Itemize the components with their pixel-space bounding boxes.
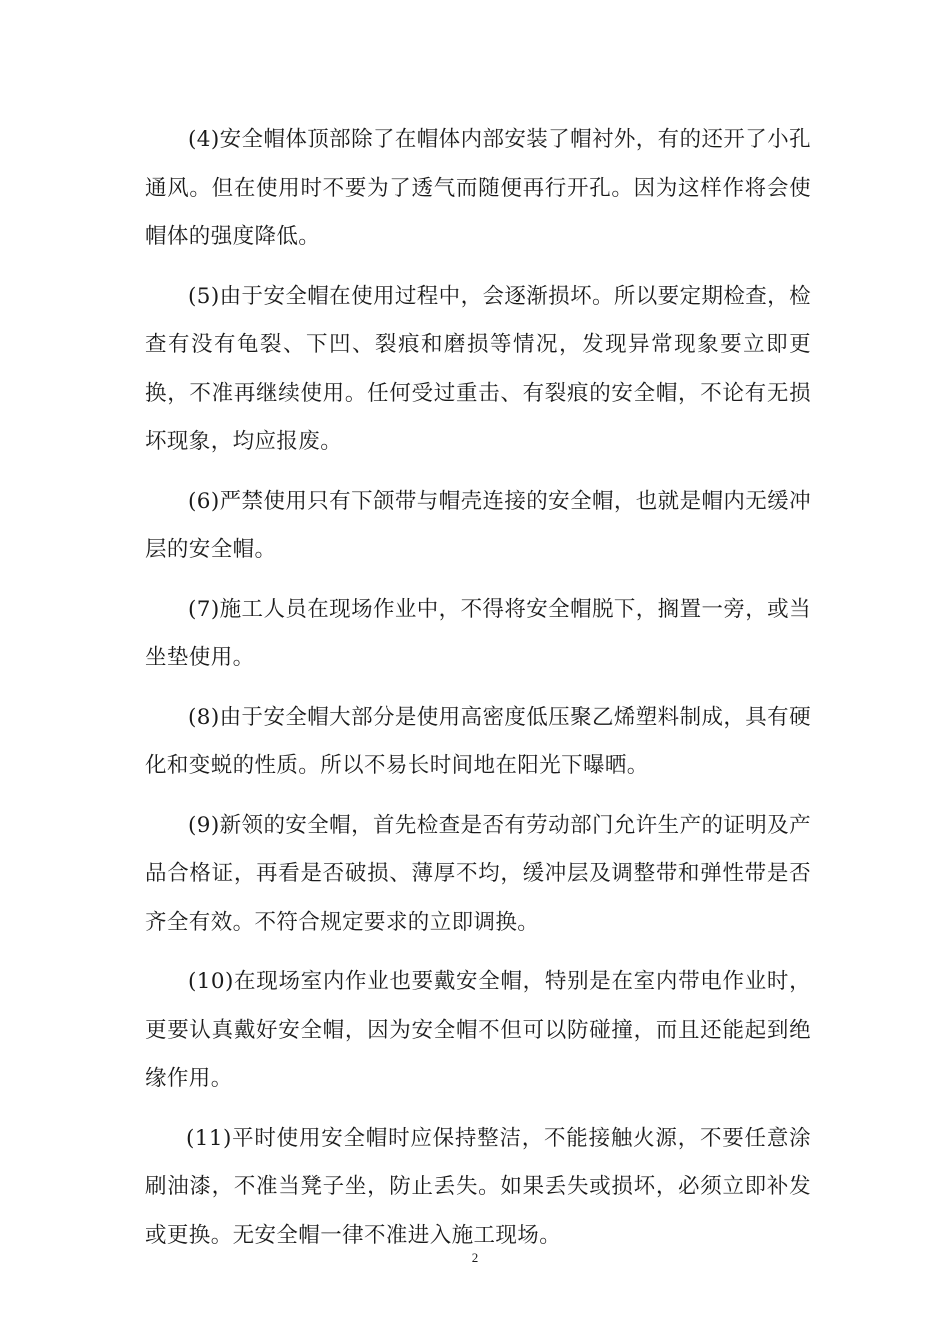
- paragraph-9: (9)新领的安全帽，首先检查是否有劳动部门允许生产的证明及产品合格证，再看是否破损、薄厚不均，缓冲层及调整带和弹性带是否齐全有效。不符合规定要求的立即调换。: [145, 812, 811, 935]
- paragraph-7: (7)施工人员在现场作业中，不得将安全帽脱下，搁置一旁，或当坐垫使用。: [145, 596, 811, 670]
- paragraph-10: (10)在现场室内作业也要戴安全帽，特别是在室内带电作业时，更要认真戴好安全帽，因为安全帽不但可以防碰撞，而且还能起到绝缘作用。: [145, 969, 811, 1091]
- paragraph-6: (6)严禁使用只有下颌带与帽壳连接的安全帽，也就是帽内无缓冲层的安全帽。: [145, 488, 811, 562]
- document-body: [145, 116, 811, 1271]
- paragraph-5: (5)由于安全帽在使用过程中，会逐渐损坏。所以要定期检查，检查有没有龟裂、下凹、裂痕和磨损等情况，发现异常现象要立即更换，不准再继续使用。任何受过重击、有裂痕的安全帽，不论有无损坏现象，均应报废。: [145, 283, 811, 454]
- paragraph-4: (4)安全帽体顶部除了在帽体内部安装了帽衬外，有的还开了小孔通风。但在使用时不要为了透气而随便再行开孔。因为这样作将会使帽体的强度降低。: [145, 127, 811, 249]
- page-number: 2: [471, 1250, 479, 1265]
- paragraph-8: (8)由于安全帽大部分是使用高密度低压聚乙烯塑料制成，具有硬化和变蜕的性质。所以不易长时间地在阳光下曝晒。: [145, 704, 811, 778]
- paragraph-11: (11)平时使用安全帽时应保持整洁，不能接触火源，不要任意涂刷油漆，不准当凳子坐，防止丢失。如果丢失或损坏，必须立即补发或更换。无安全帽一律不准进入施工现场。: [145, 1125, 811, 1248]
